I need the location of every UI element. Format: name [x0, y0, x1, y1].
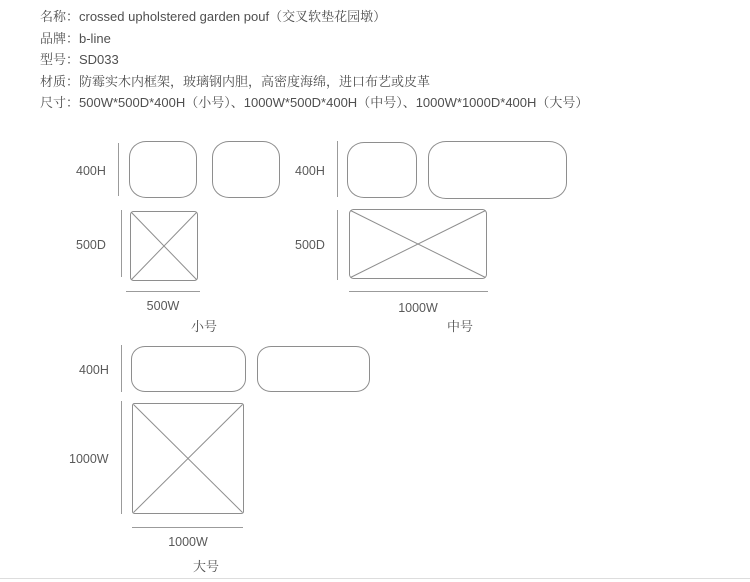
large-height-dim-line [121, 345, 122, 392]
spec-line-name: 名称：crossed upholstered garden pouf（交叉软垫花园墩） [40, 9, 387, 24]
large-width-dim-line [132, 527, 243, 528]
spec-line-brand: 品牌：b-line [40, 30, 111, 46]
small-width-dim-line [126, 291, 200, 292]
small-size-caption: 小号 [191, 319, 218, 334]
small-depth-dim-line [121, 210, 122, 277]
spec-line-dimensions: 尺寸：500W*500D*400H（小号）、1000W*500D*400H（中号）、1000W*1000D*400H（大号） [40, 95, 589, 110]
medium-side-view-shape [347, 142, 417, 198]
small-side-view-shape [212, 141, 280, 198]
small-width-dim-label: 500W [146, 299, 180, 313]
small-depth-dim-label: 500D [76, 238, 106, 252]
small-height-dim-line [118, 143, 119, 196]
bottom-divider [0, 578, 750, 579]
medium-height-dim-line [337, 141, 338, 197]
medium-depth-dim-label: 500D [295, 238, 325, 252]
medium-width-dim-line [349, 291, 488, 292]
medium-depth-dim-line [337, 210, 338, 280]
large-width-dim-label: 1000W [168, 535, 208, 549]
large-height-dim-label: 400H [79, 363, 109, 377]
medium-width-dim-label: 1000W [398, 301, 438, 315]
small-top-view-shape [130, 211, 198, 281]
large-side-view-shape [257, 346, 370, 392]
small-front-view-shape [129, 141, 197, 198]
large-size-caption: 大号 [193, 559, 220, 574]
spec-line-material: 材质：防霉实木内框架，玻璃钢内胆，高密度海绵，进口布艺或皮革 [40, 73, 431, 89]
medium-size-caption: 中号 [447, 319, 474, 334]
spec-list [40, 6, 588, 114]
large-top-view-shape [132, 403, 244, 514]
large-front-view-shape [131, 346, 246, 392]
medium-top-view-shape [349, 209, 487, 279]
medium-height-dim-label: 400H [295, 164, 325, 178]
spec-line-model: 型号：SD033 [40, 52, 119, 67]
small-height-dim-label: 400H [76, 164, 106, 178]
large-depth-dim-line [121, 401, 122, 514]
medium-front-view-shape [428, 141, 567, 199]
large-depth-dim-label: 1000W [69, 452, 109, 466]
